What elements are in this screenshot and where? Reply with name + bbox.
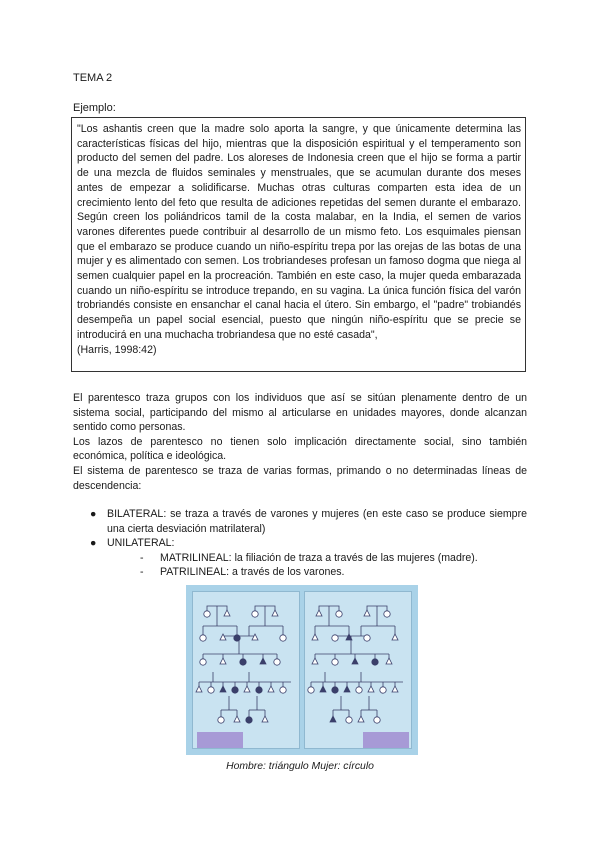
- body-text: [73, 391, 527, 493]
- sub-item-text: PATRILINEAL: a través de los varones.: [160, 566, 345, 579]
- quote-text: "Los ashantis creen que la madre solo aporta la sangre, y que únicamente determina las características físicas del hijo, mientras que la disposición espiritual y el temperamento son producto del semen del padre. Los aloreses de Indonesia creen que el hijo se forma a partir de una mezcla de fluidos seminales y menstruales, que se acumulan durante dos meses antes de empezar a solidificarse. Muchas otras culturas comparten esta idea de un crecimiento lento del feto que resulta de adiciones repetidas del semen durante el embarazo. Según creen los poliándricos tamil de la costa malabar, en la India, el semen de varios varones diferentes puede contribuir al desarrollo de un mismo feto. Los esquimales piensan que el embarazo se produce cuando un niño-espíritu trepa por las orejas de las botas de una mujer y es alimentado con semen. Los trobriandeses profesan un famoso dogma que niega al semen cualquier papel en la procreación. También en este caso, la mujer queda embarazada cuando un niño-espíritu se introduce trepando, en su vagina. La única función física del varón trobriandés consiste en ensanchar el canal hacia el útero. Sin embargo, el "padre" trobiandés desempeña un papel social esencial, puesto que ningún niño-espíritu que se precie se introducirá en una muchacha trobriandesa que no esté casada",: [77, 123, 521, 341]
- quote-box: [71, 117, 526, 372]
- kinship-list: [90, 507, 527, 580]
- bullet-icon: ●: [90, 508, 97, 520]
- dash-icon: -: [140, 551, 144, 564]
- example-label: Ejemplo:: [73, 102, 116, 114]
- dash-icon: -: [140, 566, 144, 579]
- kinship-diagram-figure: [186, 585, 418, 755]
- paragraph: El parentesco traza grupos con los individuos que así se sitúan plenamente dentro de un sistema social, participando del mismo al articularse en unidades mayores, donde alcanzan sentido como personas.: [73, 392, 527, 434]
- bullet-icon: ●: [90, 537, 97, 550]
- sub-item-text: MATRILINEAL: la filiación de traza a través de las mujeres (madre).: [160, 551, 478, 564]
- matrilineal-diagram: [193, 592, 299, 748]
- list-item-text: UNILATERAL:: [107, 537, 175, 550]
- list-item-text: BILATERAL: se traza a través de varones y mujeres (en este caso se produce siempre una cierta desviación matrilateral): [107, 508, 527, 535]
- sub-item-patrilineal: [90, 565, 527, 580]
- patrilineal-diagram: [305, 592, 411, 748]
- section-title: TEMA 2: [73, 72, 113, 84]
- list-item-bilateral: [90, 507, 527, 536]
- patrilineal-diagram-panel: [304, 591, 412, 749]
- matrilineal-diagram-panel: [192, 591, 300, 749]
- list-item-unilateral: [90, 536, 527, 551]
- quote-citation: (Harris, 1998:42): [77, 343, 157, 356]
- paragraph: Los lazos de parentesco no tienen solo implicación directamente social, sino también económica, política e ideológica.: [73, 435, 527, 463]
- figure-caption: Hombre: triángulo Mujer: círculo: [226, 761, 374, 772]
- sub-item-matrilineal: [90, 551, 527, 566]
- paragraph: El sistema de parentesco se traza de varias formas, primando o no determinadas líneas de descendencia:: [73, 464, 527, 492]
